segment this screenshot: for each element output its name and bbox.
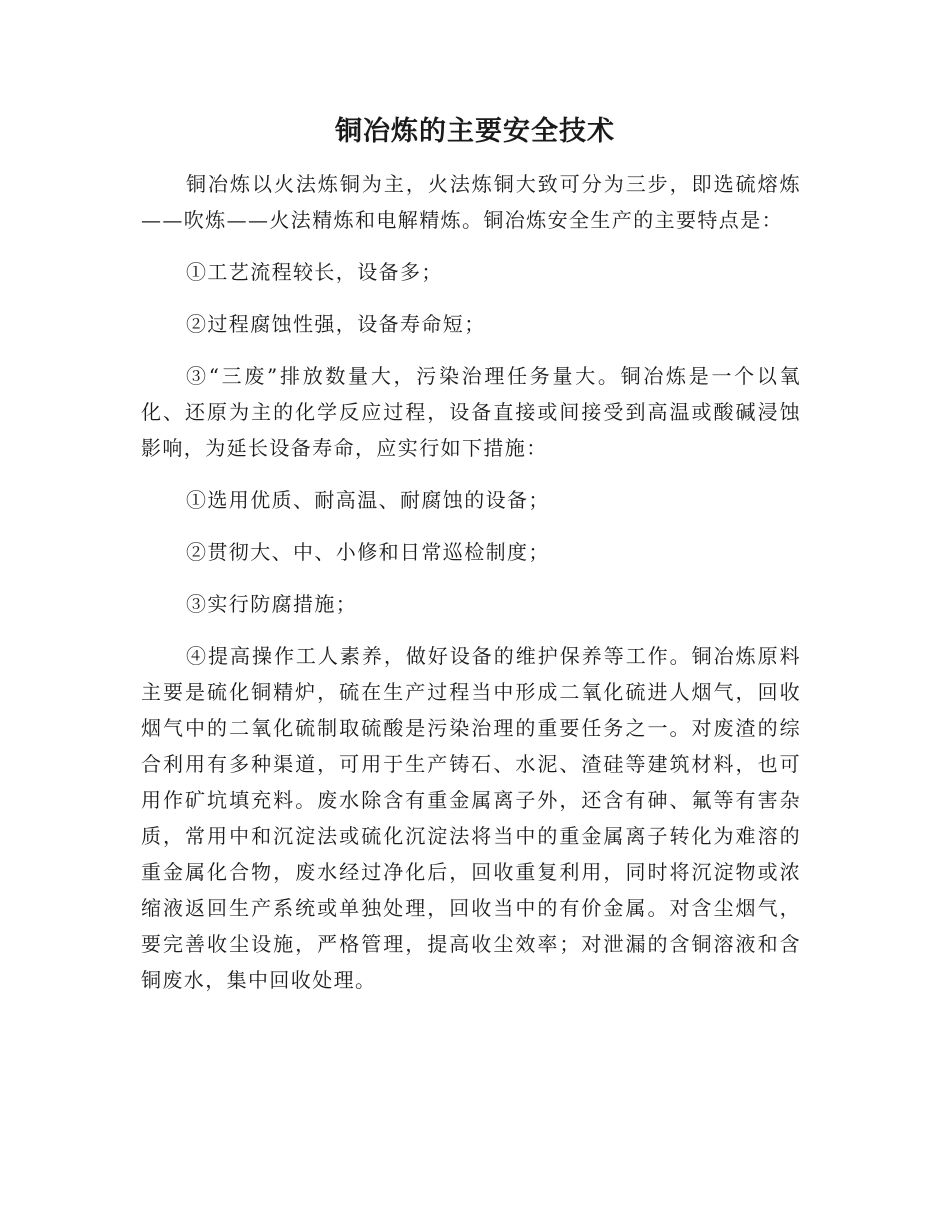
document-title: 铜冶炼的主要安全技术 <box>335 116 615 147</box>
paragraph-feature-2: ②过程腐蚀性强，设备寿命短； <box>186 312 486 336</box>
document-body <box>141 166 801 998</box>
paragraph-intro: 铜冶炼以火法炼铜为主，火法炼铜大致可分为三步，即选硫熔炼——吹炼——火法精炼和电解精炼。铜冶炼安全生产的主要特点是： <box>141 172 801 232</box>
paragraph-measure-2: ②贯彻大、中、小修和日常巡检制度； <box>186 540 550 564</box>
paragraph-feature-3: ③“三废”排放数量大，污染治理任务量大。铜冶炼是一个以氧化、还原为主的化学反应过程，设备直接或间接受到高温或酸碱浸蚀影响，为延长设备寿命，应实行如下措施： <box>141 364 801 460</box>
paragraph-measure-1: ①选用优质、耐高温、耐腐蚀的设备； <box>186 488 550 512</box>
paragraph-measure-3: ③实行防腐措施； <box>186 592 358 616</box>
paragraph-measure-4: ④提高操作工人素养，做好设备的维护保养等工作。铜冶炼原料主要是硫化铜精炉，硫在生产过程当中形成二氧化硫进人烟气，回收烟气中的二氧化硫制取硫酸是污染治理的重要任务之一。对废渣的综合利用有多种渠道，可用于生产铸石、水泥、渣硅等建筑材料，也可用作矿坑填充料。废水除含有重金属离子外，还含有砷、氟等有害杂质，常用中和沉淀法或硫化沉淀法将当中的重金属离子转化为难溶的重金属化合物，废水经过净化后，回收重复利用，同时将沉淀物或浓缩液返回生产系统或单独处理，回收当中的有价金属。对含尘烟气，要完善收尘设施，严格管理，提高收尘效率；对泄漏的含铜溶液和含铜废水，集中回收处理。 <box>141 644 801 992</box>
paragraph-feature-1: ①工艺流程较长，设备多； <box>186 260 443 284</box>
